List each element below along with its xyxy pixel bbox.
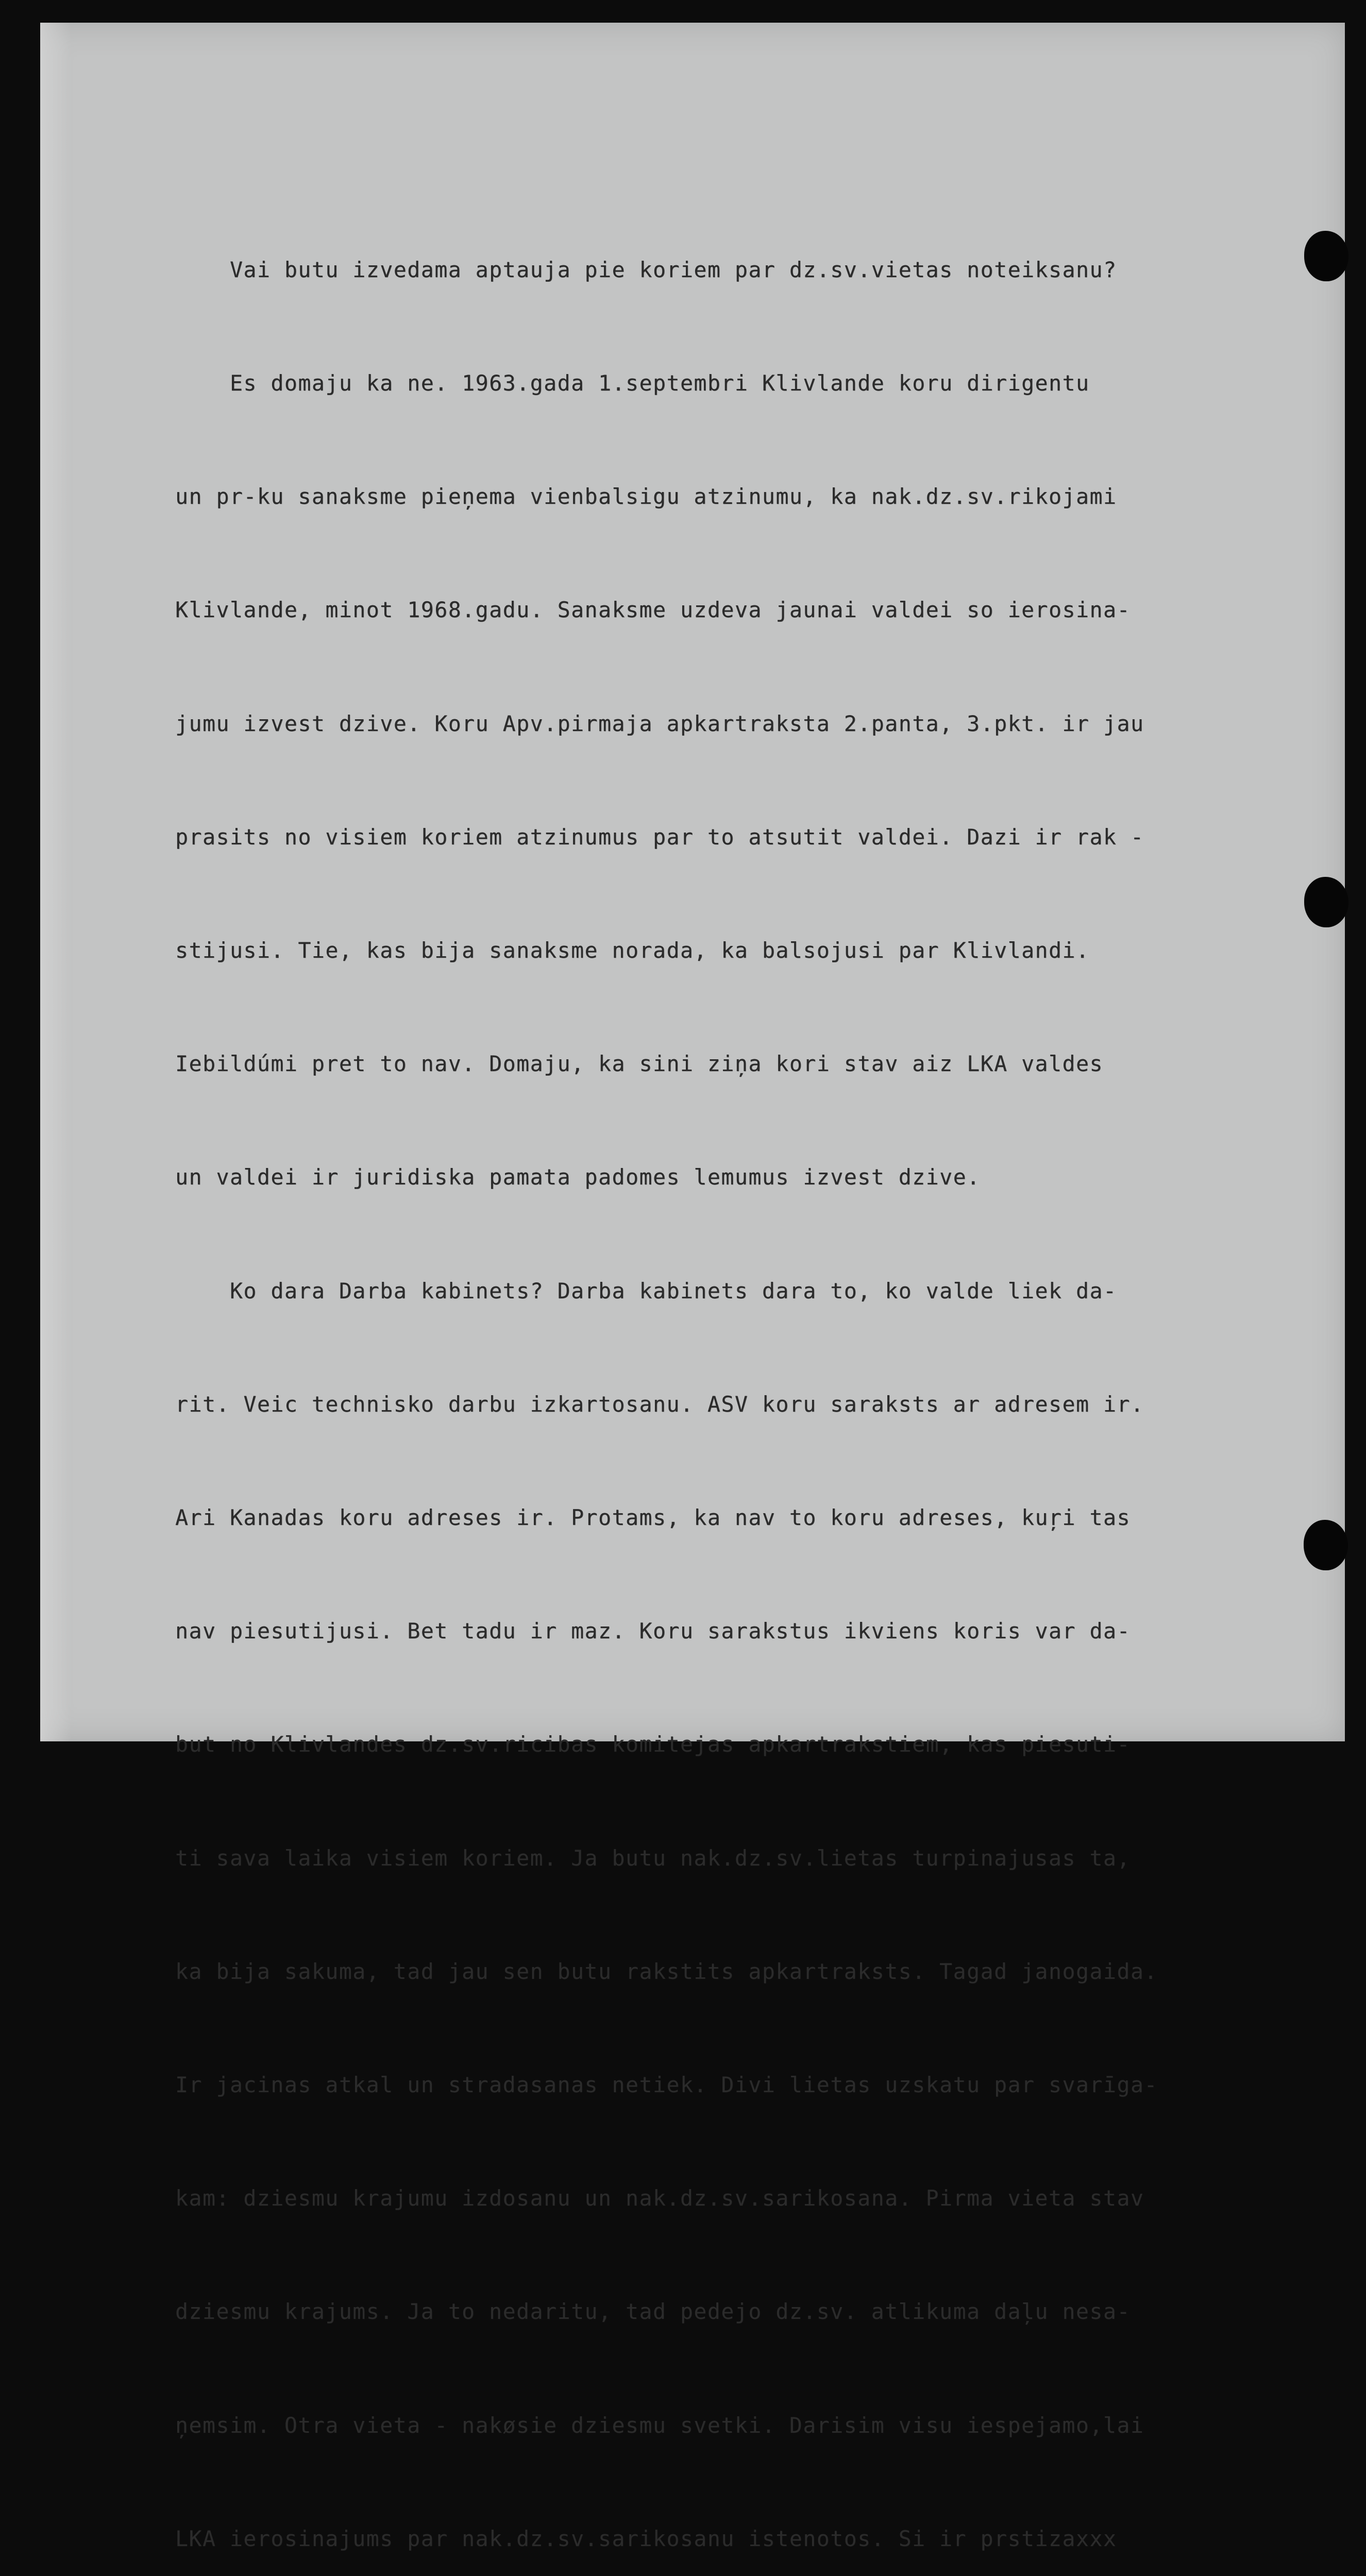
punch-hole-middle — [1304, 877, 1348, 927]
text-line: Ir jacinas atkal un stradasanas netiek. Divi lietas uzskatu par svarīga- — [175, 2072, 1158, 2098]
text-line: rit. Veic technisko darbu izkartosanu. ASV koru saraksts ar adresem ir. — [175, 1391, 1144, 1417]
text-line: Iebildúmi pret to nav. Domaju, ka sini ziņa kori stav aiz LKA valdes — [175, 1051, 1103, 1077]
text-line: Ari Kanadas koru adreses ir. Protams, ka nav to koru adreses, kuŗi tas — [175, 1505, 1131, 1531]
text-line: stijusi. Tie, kas bija sanaksme norada, ka balsojusi par Klivlandi. — [175, 938, 1090, 963]
text-line: nav piesutijusi. Bet tadu ir maz. Koru sarakstus ikviens koris var da- — [175, 1618, 1131, 1644]
text-line: prasits no visiem koriem atzinumus par to atsutit valdei. Dazi ir rak - — [175, 824, 1144, 850]
text-line: Es domaju ka ne. 1963.gada 1.septembri Klivlande koru dirigentu — [175, 370, 1090, 396]
text-line: ņemsim. Otra vieta - nakøsie dziesmu svetki. Darisim visu iespejamo,lai — [175, 2412, 1144, 2438]
text-line: jumu izvest dzive. Koru Apv.pirmaja apkartraksta 2.panta, 3.pkt. ir jau — [175, 710, 1144, 736]
punch-hole-bottom — [1304, 1520, 1348, 1570]
text-line: Vai butu izvedama aptauja pie koriem par dz.sv.vietas noteiksanu? — [175, 257, 1117, 282]
text-line: un pr-ku sanaksme pieņema vienbalsigu atzinumu, ka nak.dz.sv.rikojami — [175, 484, 1117, 510]
text-line: Ko dara Darba kabinets? Darba kabinets dara to, ko valde liek da- — [175, 1278, 1117, 1303]
text-line: ti sava laika visiem koriem. Ja butu nak.dz.sv.lietas turpinajusas ta, — [175, 1845, 1131, 1871]
text-line: LKA ierosinajums par nak.dz.sv.sarikosanu istenotos. Si ir prstizaxxx — [175, 2526, 1117, 2551]
text-line: ka bija sakuma, tad jau sen butu rakstits apkartraksts. Tagad janogaida. — [175, 1958, 1158, 1984]
typed-text-body — [175, 175, 1268, 2576]
punch-hole-top — [1304, 231, 1348, 281]
text-line: Klivlande, minot 1968.gadu. Sanaksme uzdeva jaunai valdei so ierosina- — [175, 597, 1131, 623]
text-line: but no Klivlandes dz.sv.ricibas komitejas apkartrakstiem, kas piesuti- — [175, 1732, 1131, 1757]
text-line: kam: dziesmu krajumu izdosanu un nak.dz.sv.sarikosana. Pirma vieta stav — [175, 2185, 1144, 2211]
text-line: dziesmu krajums. Ja to nedaritu, tad pedejo dz.sv. atlikuma daļu nesa- — [175, 2299, 1131, 2325]
typewritten-page — [40, 23, 1345, 2551]
text-line: un valdei ir juridiska pamata padomes lemumus izvest dzive. — [175, 1164, 981, 1190]
